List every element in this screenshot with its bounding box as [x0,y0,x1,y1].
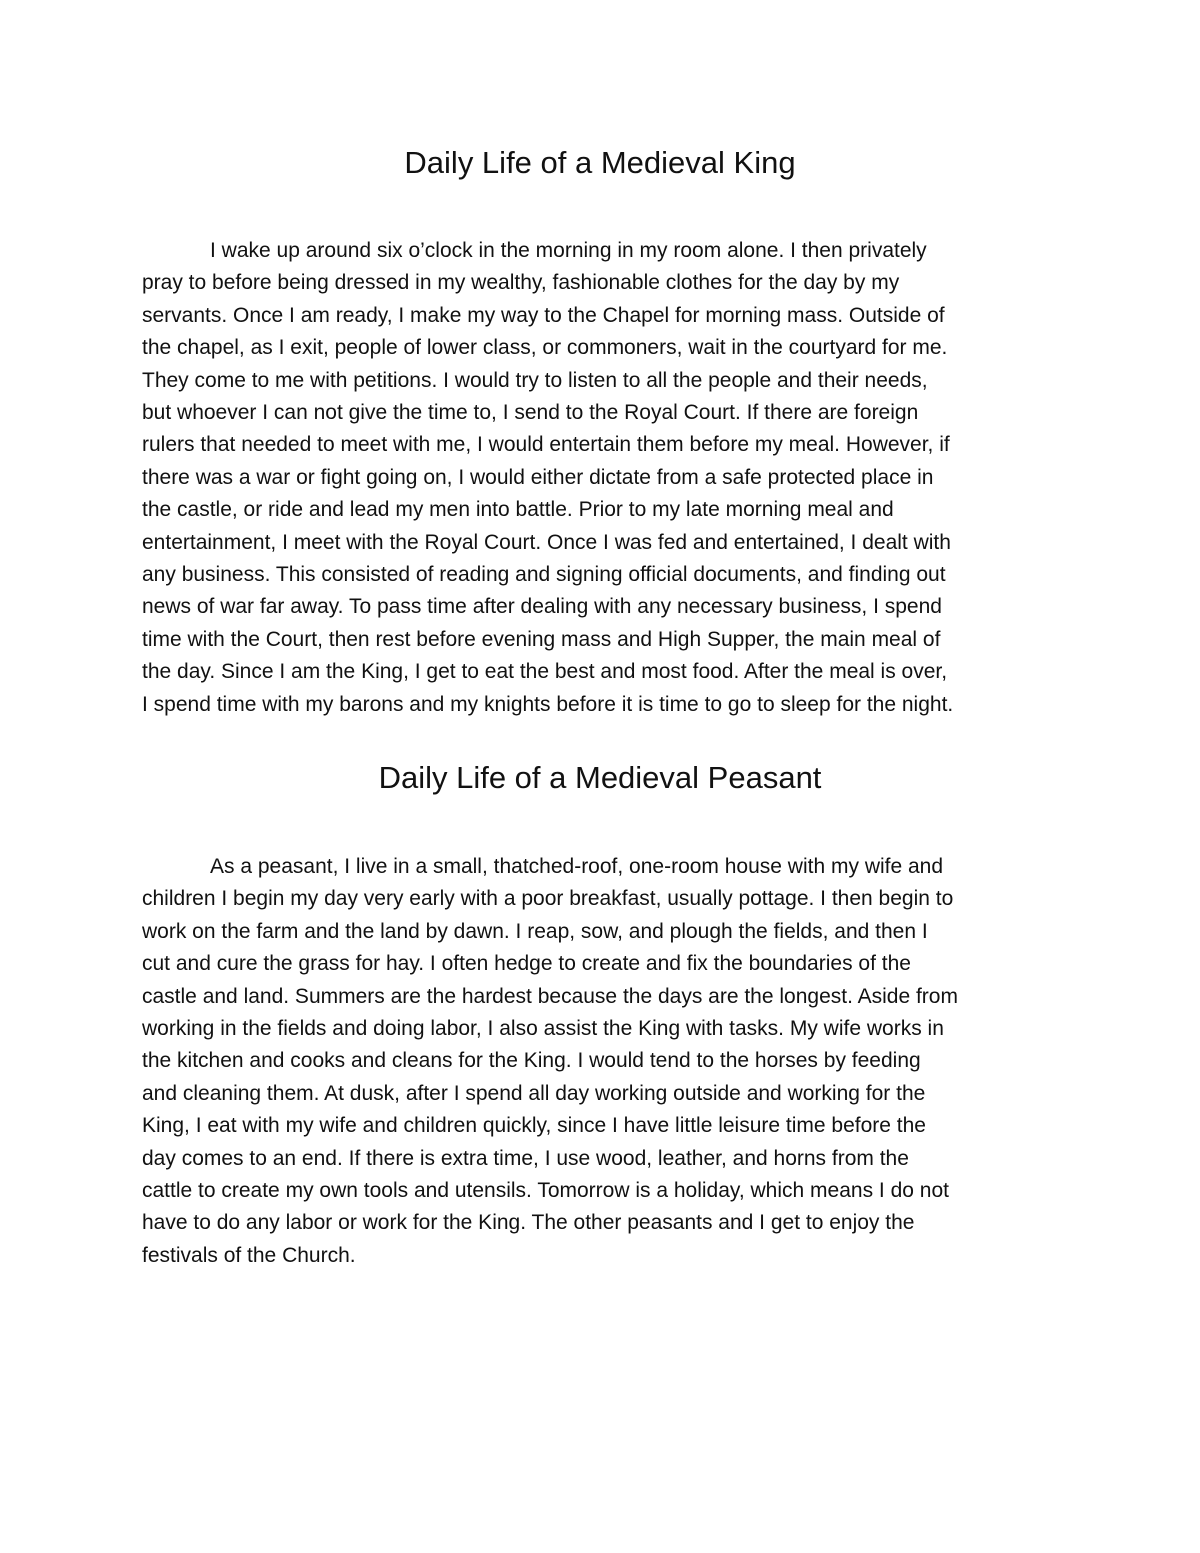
paragraph-line: rulers that needed to meet with me, I would entertain them before my meal. However, if [142,433,950,457]
paragraph-line: day comes to an end. If there is extra time, I use wood, leather, and horns from the [142,1146,909,1170]
paragraph-line: work on the farm and the land by dawn. I reap, sow, and plough the fields, and then I [142,919,928,943]
paragraph-line: but whoever I can not give the time to, I send to the Royal Court. If there are foreign [142,401,919,425]
paragraph-line: entertainment, I meet with the Royal Court. Once I was fed and entertained, I dealt with [142,530,951,554]
paragraph-line: festivals of the Church. [142,1243,356,1267]
paragraph-line: there was a war or fight going on, I would either dictate from a safe protected place in [142,465,934,489]
paragraph-line: children I begin my day very early with a poor breakfast, usually pottage. I then begin to [142,887,954,911]
section-body-king [142,235,1062,721]
paragraph-line: pray to before being dressed in my wealthy, fashionable clothes for the day by my [142,271,900,295]
paragraph-line: I wake up around six o’clock in the morning in my room alone. I then privately [210,239,927,262]
paragraph-line: I spend time with my barons and my knights before it is time to go to sleep for the night. [142,692,954,716]
paragraph-line: have to do any labor or work for the King. The other peasants and I get to enjoy the [142,1211,915,1235]
paragraph-line: the castle, or ride and lead my men into battle. Prior to my late morning meal and [142,498,894,522]
paragraph-line: working in the fields and doing labor, I also assist the King with tasks. My wife works in [142,1017,944,1041]
paragraph-line: time with the Court, then rest before evening mass and High Supper, the main meal of [142,627,941,651]
paragraph-line: the chapel, as I exit, people of lower class, or commoners, wait in the courtyard for me. [142,336,948,360]
paragraph-line: the day. Since I am the King, I get to eat the best and most food. After the meal is over, [142,660,948,684]
paragraph-line: As a peasant, I live in a small, thatched-roof, one-room house with my wife and [210,855,944,878]
section-heading-peasant: Daily Life of a Medieval Peasant [378,760,822,795]
paragraph-line: cattle to create my own tools and utensils. Tomorrow is a holiday, which means I do not [142,1179,949,1203]
paragraph-line: and cleaning them. At dusk, after I spend all day working outside and working for the [142,1081,926,1105]
paragraph-line: cut and cure the grass for hay. I often hedge to create and fix the boundaries of the [142,952,911,976]
paragraph-line: They come to me with petitions. I would try to listen to all the people and their needs, [142,368,928,392]
paragraph-line: servants. Once I am ready, I make my way to the Chapel for morning mass. Outside of [142,303,945,327]
paragraph-line: King, I eat with my wife and children quickly, since I have little leisure time before the [142,1114,926,1138]
paragraph-line: news of war far away. To pass time after dealing with any necessary business, I spend [142,595,942,619]
paragraph-line: castle and land. Summers are the hardest because the days are the longest. Aside from [142,984,958,1008]
section-heading-king: Daily Life of a Medieval King [404,145,796,180]
paragraph-line: any business. This consisted of reading and signing official documents, and finding out [142,563,946,587]
paragraph-line: the kitchen and cooks and cleans for the King. I would tend to the horses by feeding [142,1049,921,1073]
section-body-peasant [142,851,1062,1272]
